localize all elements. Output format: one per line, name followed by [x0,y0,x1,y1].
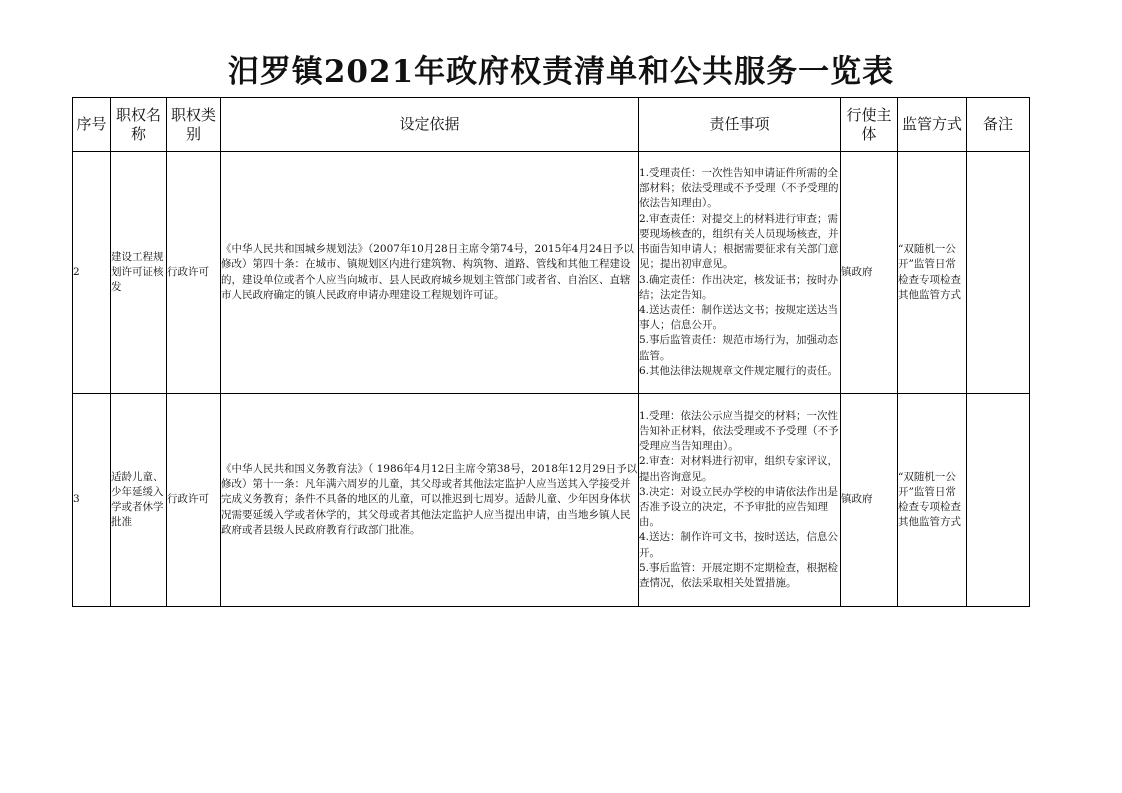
row-power-type: 行政许可 [167,394,221,607]
responsibility-item: 1.受理：依法公示应当提交的材料；一次性告知补正材料，依法受理或不予受理（不予受理应当告知理由）。 [639,409,839,453]
page-title: 汨罗镇2021年政府权责清单和公共服务一览表 [227,54,895,90]
header-subject: 行使主体 [841,98,898,152]
row-power-type: 行政许可 [167,152,221,394]
header-basis: 设定依据 [221,98,639,152]
responsibility-item: 5.事后监管责任：规范市场行为，加强动态监管。 [639,334,839,362]
row-power-name: 建设工程规划许可证核发 [111,152,167,394]
row-no: 3 [73,394,111,607]
responsibility-item: 4.送达责任：制作送达文书；按规定送达当事人；信息公开。 [639,303,839,332]
row-no: 2 [73,152,111,394]
row-supervision: “双随机一公开”监管日常检查专项检查其他监管方式 [898,394,967,607]
table-row [73,394,1030,607]
row-responsibility [639,394,841,607]
responsibility-item: 3.决定：对设立民办学校的申请依法作出是否准予设立的决定，不予审批的应告知理由。 [639,485,839,529]
responsibility-item: 2.审查责任：对提交上的材料进行审查；需要现场核查的，组织有关人员现场核查，并书面告知申请人；根据需要征求有关部门意见；提出初审意见。 [639,212,839,271]
power-list-table [72,97,1030,607]
header-remark: 备注 [967,98,1030,152]
header-no: 序号 [73,98,111,152]
responsibility-item: 1.受理责任：一次性告知申请证件所需的全部材料；依法受理或不予受理（不予受理的依法告知理由）。 [639,167,839,210]
row-remark [967,152,1030,394]
responsibility-item: 2.审查：对材料进行初审，组织专家评议，提出咨询意见。 [639,455,839,483]
row-responsibility [639,152,841,394]
row-subject: 镇政府 [841,394,898,607]
header-name: 职权名称 [111,98,167,152]
responsibility-item: 5.事后监管：开展定期不定期检查，根据检查情况，依法采取相关处置措施。 [639,561,839,590]
header-type: 职权类别 [167,98,221,152]
header-supervision: 监管方式 [898,98,967,152]
responsibility-item: 3.确定责任：作出决定，核发证书；按时办结；法定告知。 [639,273,839,301]
row-basis: 《中华人民共和国城乡规划法》（2007年10月28日主席令第74号，2015年4月24日予以修改）第四十条：在城市、镇规划区内进行建筑物、构筑物、道路、管线和其他工程建设的，建设单位或者个人应当向城市、县人民政府城乡规划主管部门或者省、自治区、直辖市人民政府确定的镇人民政府申请办理建设工程规划许可证。 [221,152,639,394]
header-responsibility: 责任事项 [639,98,841,152]
row-subject: 镇政府 [841,152,898,394]
row-supervision: “双随机一公开”监管日常检查专项检查其他监管方式 [898,152,967,394]
row-basis: 《中华人民共和国义务教育法》（ 1986年4月12日主席令第38号，2018年12月29日予以修改）第十一条：凡年满六周岁的儿童，其父母或者其他法定监护人应当送其入学接受并完成义务教育；条件不具备的地区的儿童，可以推迟到七周岁。适龄儿童、少年因身体状况需要延缓入学或者休学的，其父母或者其他法定监护人应当提出申请，由当地乡镇人民政府或者县级人民政府教育行政部门批准。 [221,394,639,607]
row-remark [967,394,1030,607]
row-power-name: 适龄儿童、少年延缓入学或者休学批准 [111,394,167,607]
table-row [73,152,1030,394]
table-header-row [73,98,1030,152]
responsibility-item: 6.其他法律法规规章文件规定履行的责任。 [639,364,839,377]
responsibility-item: 4.送达：制作许可文书，按时送达，信息公开。 [639,531,839,559]
